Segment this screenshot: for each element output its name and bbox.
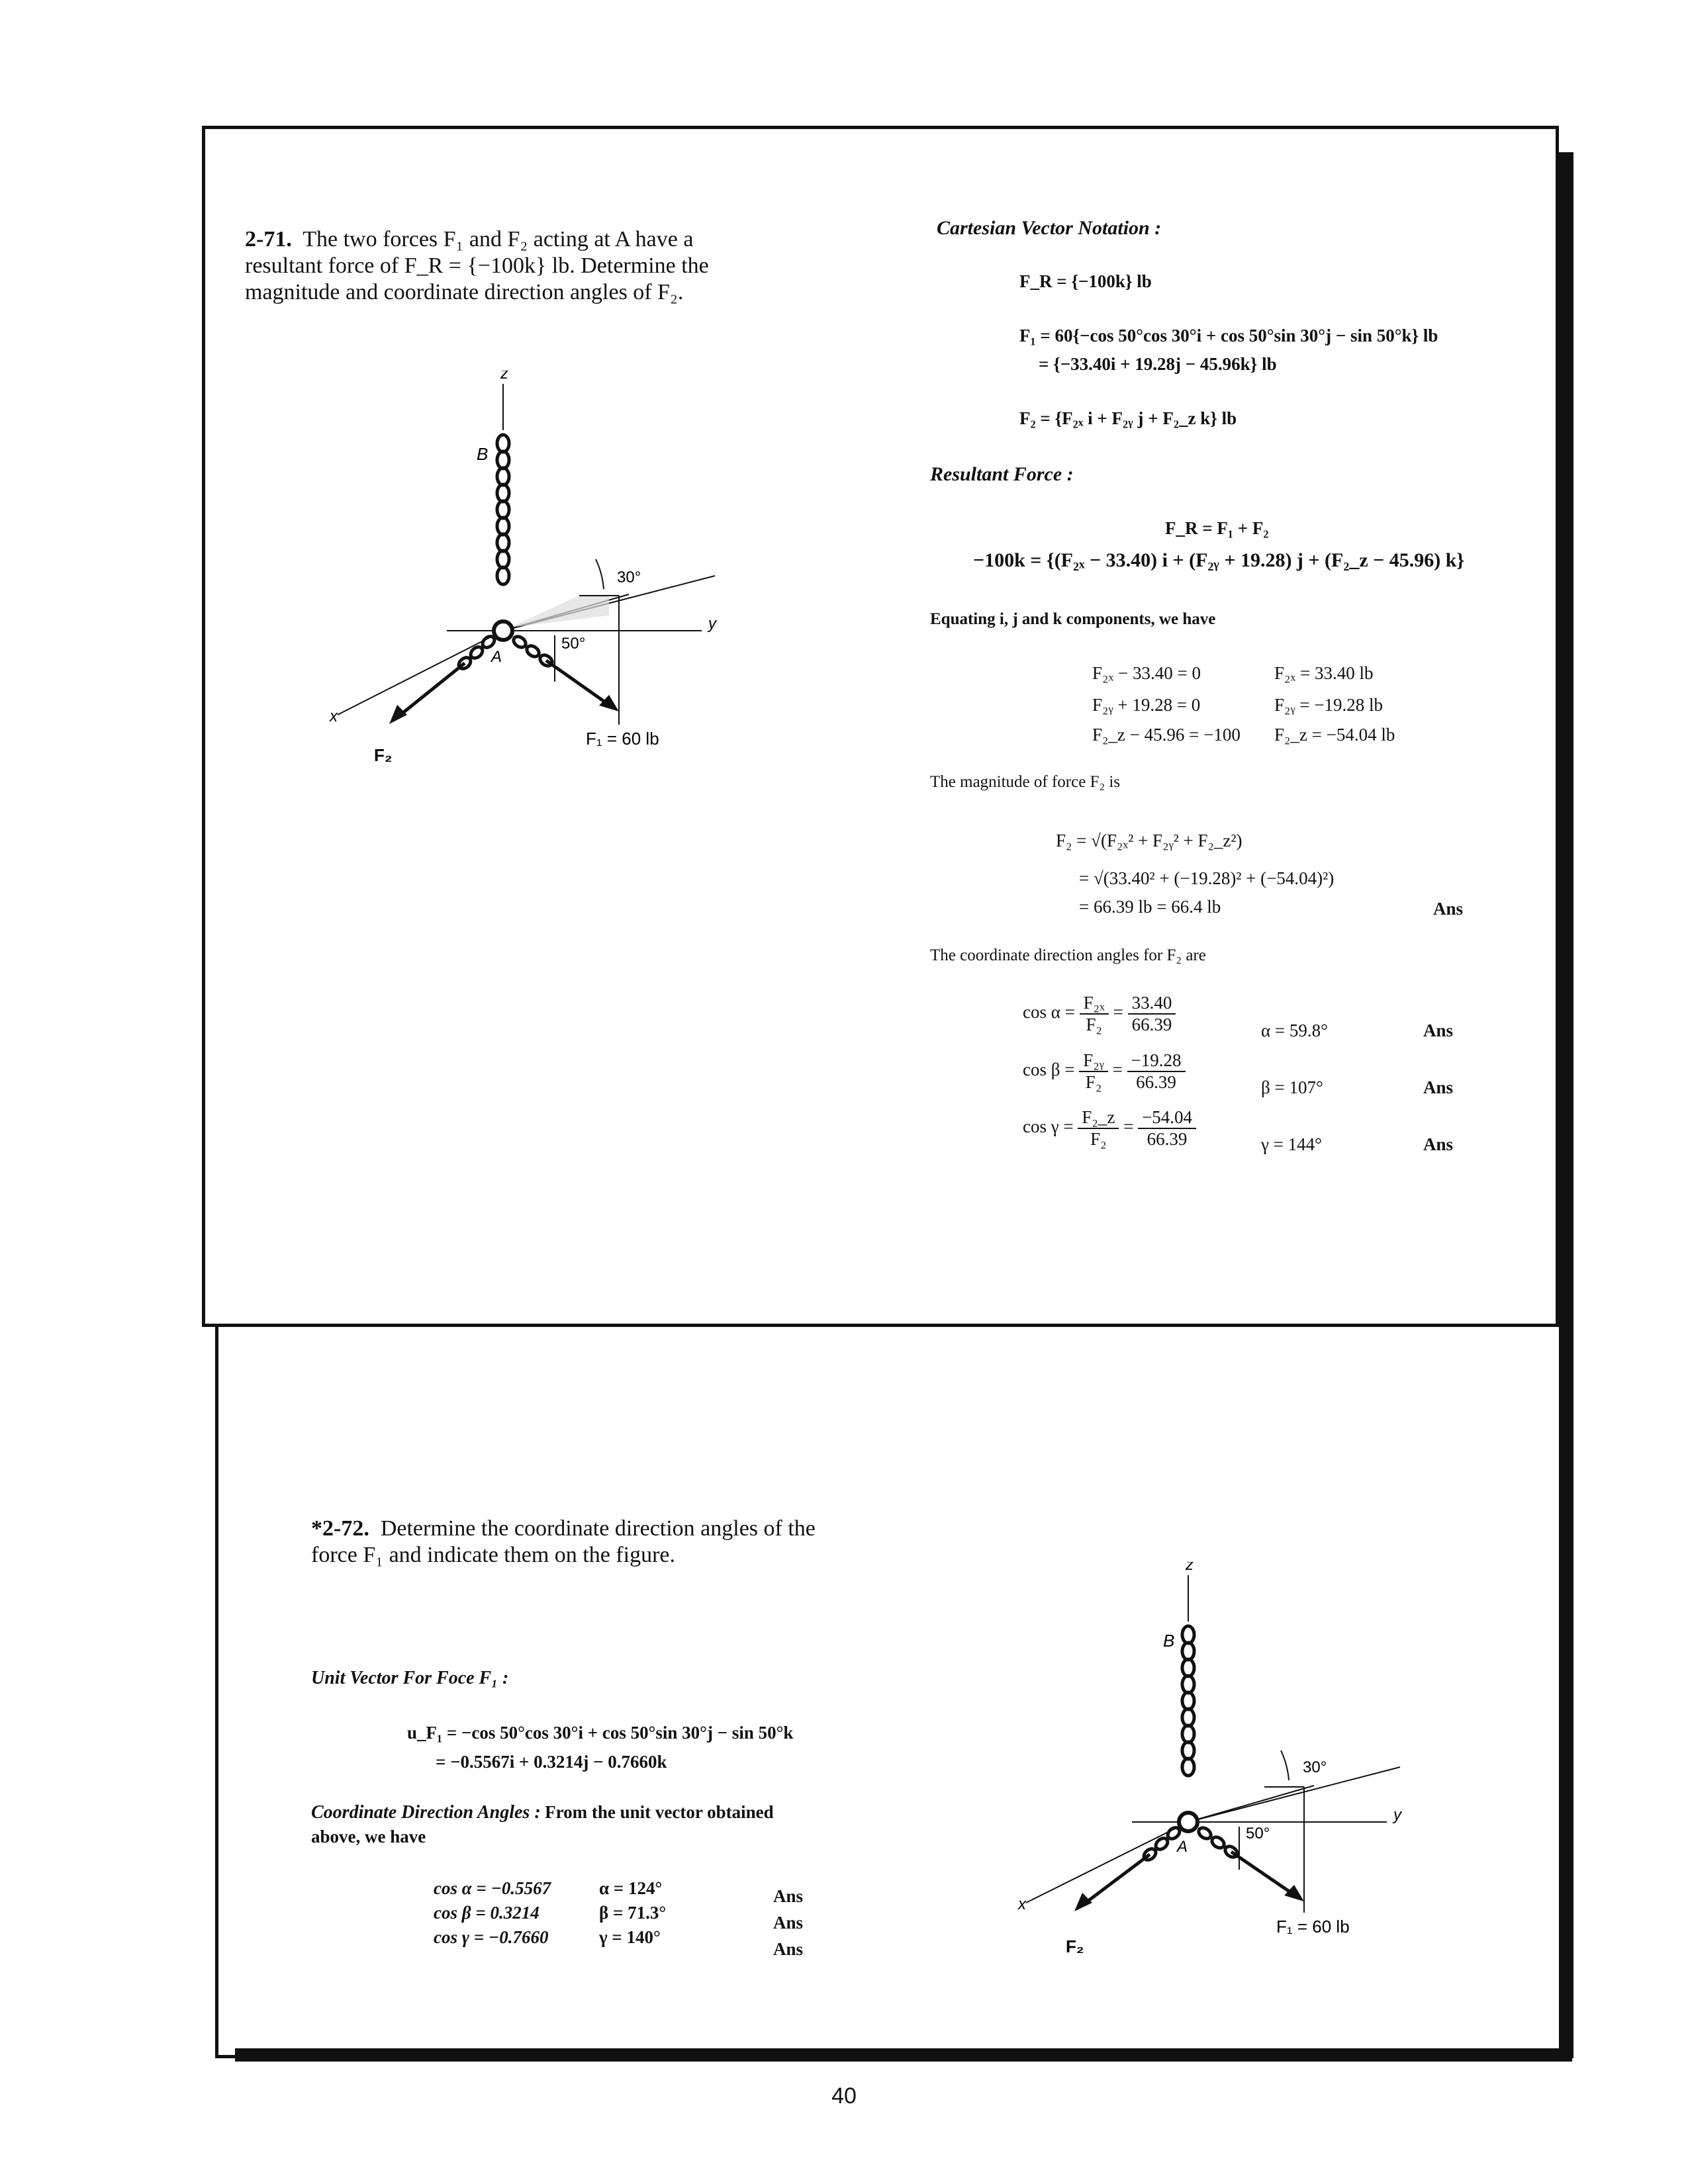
p72-ans-beta: Ans [773,1913,804,1933]
p72-cos-gamma: cos γ = −0.7660 [434,1927,549,1947]
page-number: 40 [831,2083,857,2109]
eq-f2: F₂ = {F₂ₓ i + F₂ᵧ j + F₂_z k} lb [1019,408,1237,428]
fig2-angle-50: 50° [1246,1825,1270,1843]
alpha-lhs: cos α = [1023,1002,1075,1023]
p72-gamma-result: γ = 140° [599,1927,661,1947]
comp-eq-2: F₂_z − 45.96 = −100 [1092,725,1241,745]
heading-cartesian: Cartesian Vector Notation : [937,217,1162,239]
gamma-den: 66.39 [1147,1129,1188,1149]
chain-BA [497,435,509,584]
p72-ans-gamma: Ans [773,1939,804,1959]
mag-line-3: = 66.39 lb = 66.4 lb [1079,897,1221,917]
eq-sum-expand: −100k = {(F₂ₓ − 33.40) i + (F₂ᵧ + 19.28) j + (F₂_z − 45.96) k} [973,549,1465,571]
beta-num: −19.28 [1127,1050,1186,1072]
problem-2-71-statement [245,226,801,306]
mag-line-1: F₂ = √(F₂ₓ² + F₂ᵧ² + F₂_z²) [1056,831,1243,850]
eq-sum: F_R = F₁ + F₂ [1165,518,1269,538]
comp-res-1: F₂ᵧ = −19.28 lb [1274,695,1383,715]
p71-line3: magnitude and coordinate direction angles of F₂. [245,280,684,304]
beta-sym-frac [1079,1050,1108,1093]
coord-text: From the unit vector obtained [545,1802,774,1822]
eq-fr: F_R = {−100k} lb [1019,271,1152,291]
gamma-val-frac [1138,1107,1196,1150]
angle-row-gamma: cos γ = $\frac{\text{F₂\_z}}{\text{F₂}}$ = $\frac{-54.04}{66.39}$ [1023,1107,1196,1150]
page-shadow-right [1559,152,1573,2058]
p72-line1: Determine the coordinate direction angles of the [380,1516,816,1541]
equating-text: Equating i, j and k components, we have [930,610,1216,628]
figure-2-71 [318,371,741,794]
p72-beta-result: β = 71.3° [599,1903,667,1923]
fig1-A-label: A [491,648,502,666]
unit-vector-line-2: = −0.5567i + 0.3214j − 0.7660k [436,1752,667,1772]
heading-unit-vector: Unit Vector For Foce F₁ : [311,1668,509,1688]
alpha-num: 33.40 [1128,993,1176,1015]
coord-text-2: above, we have [311,1827,426,1846]
p72-cos-beta: cos β = 0.3214 [434,1903,539,1923]
fig1-B-label: B [477,444,489,464]
heading-resultant: Resultant Force : [930,463,1074,485]
angles-intro: The coordinate direction angles for F₂ are [930,946,1206,964]
fig1-z-label: z [500,371,508,383]
problem-2-72-number: *2-72. [311,1516,369,1541]
eq-f1-a: F₁ = 60{−cos 50°cos 30°i + cos 50°sin 30°j − sin 50°k} lb [1019,326,1438,345]
alpha-result: α = 59.8° [1261,1021,1328,1040]
fig2-f2-label: F₂ [1066,1936,1084,1956]
alpha-val-frac [1128,993,1176,1035]
p71-line1: The two forces F₁ and F₂ acting at A have a [303,227,694,251]
fig1-y-label: y [708,615,716,633]
beta-den: 66.39 [1136,1072,1176,1092]
comp-res-0: F₂ₓ = 33.40 lb [1274,663,1374,683]
gamma-sym-frac [1078,1107,1119,1150]
beta-val-frac [1127,1050,1186,1093]
ans-alpha: Ans [1423,1021,1454,1040]
angle-row-beta: cos β = $\frac{\text{F₂ᵧ}}{\text{F₂}}$ = $\frac{-19.28}{66.39}$ [1023,1050,1186,1093]
alpha-sym-frac [1080,993,1109,1035]
fig1-f2-label: F₂ [374,745,393,765]
beta-den-sym: F₂ [1085,1072,1102,1092]
magnitude-intro: The magnitude of force F₂ is [930,773,1121,791]
heading-coord-angles: Coordinate Direction Angles : [311,1802,541,1823]
fig1-angle-30: 30° [617,569,641,586]
p72-alpha-result: α = 124° [599,1878,663,1898]
unit-vector-line-1: u_F₁ = −cos 50°cos 30°i + cos 50°sin 30°j − sin 50°k [407,1723,794,1743]
fig1-angle-50: 50° [561,635,586,653]
figure-2-72 [1006,1562,1430,1972]
gamma-num: −54.04 [1138,1107,1196,1129]
comp-eq-0: F₂ₓ − 33.40 = 0 [1092,663,1201,683]
comp-eq-1: F₂ᵧ + 19.28 = 0 [1092,695,1201,715]
gamma-num-sym: F₂_z [1078,1107,1119,1129]
coord-angles-text [311,1800,774,1848]
problem-2-71-number: 2-71. [245,227,292,251]
beta-result: β = 107° [1261,1077,1323,1097]
p72-ans-alpha: Ans [773,1886,804,1906]
fig1-x-label: x [330,707,338,725]
beta-lhs: cos β = [1023,1060,1075,1080]
eq-f1-b: = {−33.40i + 19.28j − 45.96k} lb [1039,354,1277,374]
mag-line-2: = √(33.40² + (−19.28)² + (−54.04)²) [1079,868,1335,888]
comp-res-2: F₂_z = −54.04 lb [1274,725,1395,745]
beta-num-sym: F₂ᵧ [1079,1050,1108,1072]
ans-magnitude: Ans [1433,899,1464,919]
page-shadow-bottom [235,2048,1572,2062]
fig2-y-label: y [1393,1806,1401,1824]
gamma-den-sym: F₂ [1090,1129,1107,1149]
ans-gamma: Ans [1423,1134,1454,1154]
alpha-den: 66.39 [1131,1015,1172,1034]
fig2-A-label: A [1177,1838,1188,1856]
p72-line2: force F₁ and indicate them on the figure. [311,1543,675,1567]
alpha-num-sym: F₂ₓ [1080,993,1109,1015]
fig2-angle-30: 30° [1303,1758,1327,1776]
angle-row-alpha: cos α = $\frac{\text{F₂ₓ}}{\text{F₂}}$ = $\frac{33.40}{66.39}$ [1023,993,1176,1035]
fig2-f1-label: F₁ = 60 lb [1276,1917,1350,1936]
fig2-B-label: B [1163,1631,1175,1651]
fig1-f1-label: F₁ = 60 lb [586,729,659,749]
gamma-result: γ = 144° [1261,1134,1322,1154]
fig2-x-label: x [1018,1895,1026,1913]
problem-2-72-statement [311,1516,907,1569]
p71-line2: resultant force of F_R = {−100k} lb. Determine the [245,253,709,278]
p72-cos-alpha: cos α = −0.5567 [434,1878,551,1898]
ans-beta: Ans [1423,1077,1454,1097]
fig2-z-label: z [1186,1562,1194,1574]
gamma-lhs: cos γ = [1023,1116,1074,1137]
alpha-den-sym: F₂ [1086,1015,1102,1034]
